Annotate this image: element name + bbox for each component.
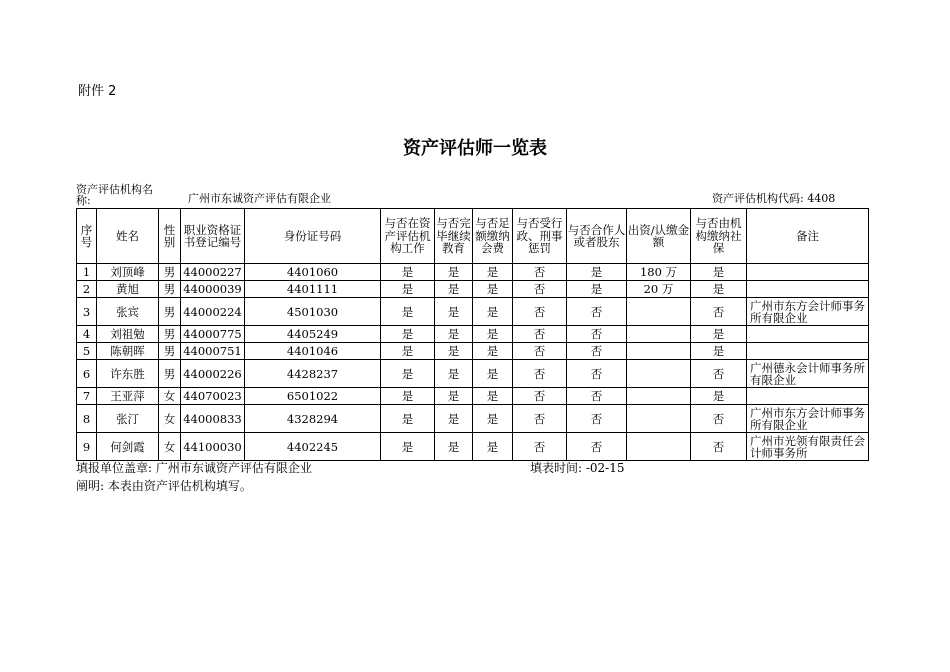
table-cell: 男 xyxy=(159,326,181,343)
table-cell: 女 xyxy=(159,405,181,433)
column-header: 出资/认缴金额 xyxy=(627,209,691,264)
table-cell: 4428237 xyxy=(245,360,381,388)
table-cell: 5 xyxy=(77,343,97,360)
table-cell xyxy=(747,281,869,298)
table-cell xyxy=(627,343,691,360)
table-cell: 男 xyxy=(159,298,181,326)
table-cell: 是 xyxy=(567,264,627,281)
table-cell: 是 xyxy=(473,388,513,405)
table-cell: 180 万 xyxy=(627,264,691,281)
table-header-row xyxy=(77,209,869,264)
table-cell: 44100030 xyxy=(181,433,245,461)
table-cell: 是 xyxy=(381,298,435,326)
column-header: 序号 xyxy=(77,209,97,264)
table-cell: 否 xyxy=(513,343,567,360)
table-cell: 否 xyxy=(513,326,567,343)
table-row xyxy=(77,298,869,326)
footer-unit-seal: 填报单位盖章: 广州市东诚资产评估有限企业 xyxy=(76,461,312,475)
table-cell: 否 xyxy=(567,405,627,433)
table-cell: 是 xyxy=(435,281,473,298)
table-cell: 陈朝晖 xyxy=(97,343,159,360)
table-cell xyxy=(747,326,869,343)
table-row xyxy=(77,360,869,388)
table-cell xyxy=(627,298,691,326)
table-cell: 4401060 xyxy=(245,264,381,281)
table-cell: 是 xyxy=(473,405,513,433)
table-cell: 是 xyxy=(381,326,435,343)
table-cell: 7 xyxy=(77,388,97,405)
table-cell: 女 xyxy=(159,433,181,461)
table-cell: 否 xyxy=(513,360,567,388)
table-cell: 否 xyxy=(567,433,627,461)
table-cell xyxy=(747,264,869,281)
table-cell: 否 xyxy=(513,405,567,433)
table-cell xyxy=(627,326,691,343)
table-cell: 4501030 xyxy=(245,298,381,326)
table-cell xyxy=(627,405,691,433)
table-cell: 男 xyxy=(159,264,181,281)
table-cell: 44000039 xyxy=(181,281,245,298)
table-cell: 4 xyxy=(77,326,97,343)
table-cell: 广州市光领有限责任会计师事务所 xyxy=(747,433,869,461)
table-cell: 4401111 xyxy=(245,281,381,298)
table-cell: 否 xyxy=(567,326,627,343)
table-cell: 2 xyxy=(77,281,97,298)
table-cell: 44000227 xyxy=(181,264,245,281)
table-cell: 8 xyxy=(77,405,97,433)
table-cell: 广州德永会计师事务所有限企业 xyxy=(747,360,869,388)
page-title: 资产评估师一览表 xyxy=(403,138,547,159)
table-cell xyxy=(627,360,691,388)
table-cell: 4401046 xyxy=(245,343,381,360)
table-cell: 是 xyxy=(435,388,473,405)
table-cell: 是 xyxy=(473,433,513,461)
table-cell: 否 xyxy=(513,264,567,281)
table-cell: 44000751 xyxy=(181,343,245,360)
table-cell: 44000224 xyxy=(181,298,245,326)
table-cell: 是 xyxy=(435,360,473,388)
table-cell: 44000833 xyxy=(181,405,245,433)
table-cell xyxy=(627,388,691,405)
table-cell: 是 xyxy=(381,405,435,433)
table-cell: 否 xyxy=(691,360,747,388)
org-name-value: 广州市东诚资产评估有限企业 xyxy=(188,192,331,205)
table-row xyxy=(77,281,869,298)
column-header: 备注 xyxy=(747,209,869,264)
table-cell: 4402245 xyxy=(245,433,381,461)
table-cell: 6 xyxy=(77,360,97,388)
table-cell: 男 xyxy=(159,281,181,298)
table-cell: 张汀 xyxy=(97,405,159,433)
table-cell: 男 xyxy=(159,343,181,360)
table-cell: 是 xyxy=(473,264,513,281)
table-cell: 刘祖勉 xyxy=(97,326,159,343)
table-cell: 是 xyxy=(435,405,473,433)
table-cell: 是 xyxy=(473,360,513,388)
table-cell: 男 xyxy=(159,360,181,388)
table-cell: 是 xyxy=(381,264,435,281)
table-row xyxy=(77,343,869,360)
table-cell: 张宾 xyxy=(97,298,159,326)
table-cell xyxy=(747,388,869,405)
table-cell: 否 xyxy=(567,298,627,326)
column-header: 职业资格证书登记编号 xyxy=(181,209,245,264)
table-cell: 广州市东方会计师事务所有限企业 xyxy=(747,298,869,326)
table-cell: 否 xyxy=(513,388,567,405)
table-row xyxy=(77,326,869,343)
table-cell: 是 xyxy=(691,326,747,343)
table-cell: 是 xyxy=(473,326,513,343)
column-header: 与否合作人或者股东 xyxy=(567,209,627,264)
column-header: 性别 xyxy=(159,209,181,264)
table-cell: 是 xyxy=(473,298,513,326)
table-cell: 广州市东方会计师事务所有限企业 xyxy=(747,405,869,433)
column-header: 与否足额缴纳会费 xyxy=(473,209,513,264)
attachment-label: 附件 2 xyxy=(78,84,117,99)
org-code: 资产评估机构代码: 4408 xyxy=(712,192,836,205)
table-cell: 否 xyxy=(691,433,747,461)
table-cell: 否 xyxy=(513,433,567,461)
table-cell: 否 xyxy=(567,343,627,360)
table-cell: 4405249 xyxy=(245,326,381,343)
table-cell: 44000226 xyxy=(181,360,245,388)
table-cell: 女 xyxy=(159,388,181,405)
table-cell: 否 xyxy=(691,298,747,326)
table-cell: 是 xyxy=(473,343,513,360)
footer-note: 阐明: 本表由资产评估机构填写。 xyxy=(76,479,252,493)
table-row xyxy=(77,433,869,461)
table-cell: 否 xyxy=(691,405,747,433)
table-cell: 是 xyxy=(381,433,435,461)
table-cell: 是 xyxy=(691,388,747,405)
column-header: 身份证号码 xyxy=(245,209,381,264)
table-row xyxy=(77,264,869,281)
footer-fill-time: 填表时间: -02-15 xyxy=(530,461,625,475)
table-cell: 许东胜 xyxy=(97,360,159,388)
table-cell: 是 xyxy=(691,264,747,281)
table-cell xyxy=(747,343,869,360)
table-cell: 是 xyxy=(691,343,747,360)
table-cell: 20 万 xyxy=(627,281,691,298)
table-cell: 何剑霞 xyxy=(97,433,159,461)
table-cell: 4328294 xyxy=(245,405,381,433)
table-cell: 是 xyxy=(381,343,435,360)
table-cell: 是 xyxy=(381,388,435,405)
table-cell: 是 xyxy=(691,281,747,298)
table-cell: 是 xyxy=(381,360,435,388)
table-cell: 是 xyxy=(381,281,435,298)
table-cell: 是 xyxy=(435,433,473,461)
table-cell: 否 xyxy=(513,281,567,298)
table-cell: 3 xyxy=(77,298,97,326)
table-cell: 44070023 xyxy=(181,388,245,405)
table-cell: 否 xyxy=(513,298,567,326)
table-cell: 是 xyxy=(435,298,473,326)
table-cell: 是 xyxy=(435,264,473,281)
column-header: 与否完毕继续教育 xyxy=(435,209,473,264)
table-row xyxy=(77,388,869,405)
table-cell: 是 xyxy=(473,281,513,298)
table-cell: 9 xyxy=(77,433,97,461)
table-cell xyxy=(627,433,691,461)
table-cell: 是 xyxy=(567,281,627,298)
table-row xyxy=(77,405,869,433)
appraiser-table xyxy=(76,208,869,461)
table-cell: 是 xyxy=(435,343,473,360)
table-cell: 6501022 xyxy=(245,388,381,405)
table-cell: 黄旭 xyxy=(97,281,159,298)
org-name-label: 资产评估机构名称: xyxy=(76,183,153,207)
column-header: 与否由机构缴纳社保 xyxy=(691,209,747,264)
column-header: 姓名 xyxy=(97,209,159,264)
table-cell: 1 xyxy=(77,264,97,281)
table-cell: 否 xyxy=(567,360,627,388)
table-cell: 王亚萍 xyxy=(97,388,159,405)
table-cell: 刘顶峰 xyxy=(97,264,159,281)
table-cell: 否 xyxy=(567,388,627,405)
table-cell: 44000775 xyxy=(181,326,245,343)
table-cell: 是 xyxy=(435,326,473,343)
column-header: 与否受行政、刑事惩罚 xyxy=(513,209,567,264)
column-header: 与否在资产评估机构工作 xyxy=(381,209,435,264)
